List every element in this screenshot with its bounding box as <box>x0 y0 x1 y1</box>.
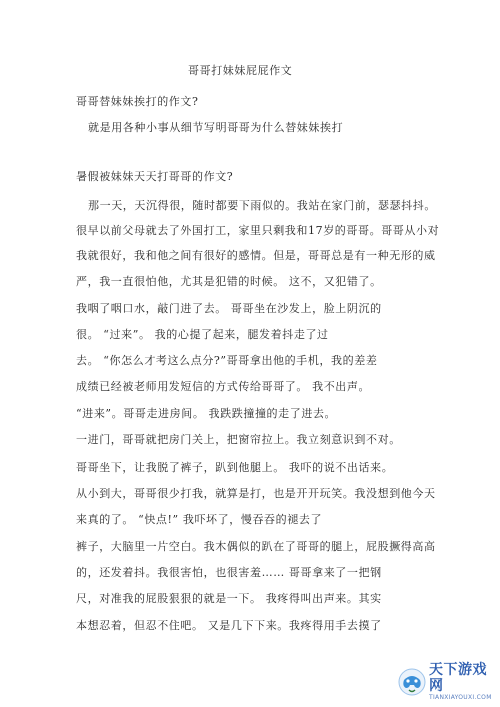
body-line: 本想忍着，但忍不住吧。 又是几下下来。我疼得用手去摸了 <box>76 619 382 632</box>
body-line: 哥哥坐下，让我脱了裤子，趴到他腿上。 我吓的说不出话来。 <box>76 461 394 474</box>
body-line: 我咽了咽口水，敲门进了去。 哥哥坐在沙发上，脸上阴沉的 <box>76 302 382 315</box>
body-line: 我就很好，我和他之间有很好的感情。但是，哥哥总是有一种无形的威 <box>76 249 436 262</box>
body-line: “进来”。哥哥走进房间。 我跌跌撞撞的走了进去。 <box>76 407 337 420</box>
body-line: 成绩已经被老师用发短信的方式传给哥哥了。 我不出声。 <box>76 380 371 393</box>
page-title: 哥哥打妹妹屁屁作文 <box>188 64 293 77</box>
watermark-name: 天下游戏网 <box>429 662 487 694</box>
body-line: 严，我一直很怕他，尤其是犯错的时候。 这不，又犯错了。 <box>76 275 382 288</box>
watermark-domain: TIANXIAYOUXI.COM <box>429 694 492 701</box>
body-line: 裤子，大脑里一片空白。我木偶似的趴在了哥哥的腿上，屁股撅得高高 <box>76 540 436 553</box>
body-line: 从小到大，哥哥很少打我，就算是打，也是开开玩笑。我没想到他今天 <box>76 487 436 500</box>
gamepad-logo-icon <box>398 668 426 696</box>
body-line: 那一天，天沉得很，随时都要下雨似的。我站在家门前，瑟瑟抖抖。 <box>88 199 436 212</box>
site-watermark <box>398 662 496 702</box>
body-line: 很早以前父母就去了外国打工，家里只剩我和17岁的哥哥。哥哥从小对 <box>76 224 440 237</box>
body-line: 去。 “你怎么才考这么点分?”哥哥拿出他的手机，我的差差 <box>76 354 378 367</box>
body-line: 就是用各种小事从细节写明哥哥为什么替妹妹挨打 <box>88 121 344 134</box>
watermark-text <box>429 662 496 702</box>
section-heading: 哥哥替妹妹挨打的作文? <box>76 95 199 108</box>
body-line: 一进门，哥哥就把房门关上，把窗帘拉上。我立刻意识到不对。 <box>76 433 401 446</box>
body-line: 尺，对准我的屁股狠狠的就是一下。 我疼得叫出声来。其实 <box>76 592 382 605</box>
body-line: 很。 “过来”。 我的心提了起来，腿发着抖走了过 <box>76 328 329 341</box>
section-heading: 暑假被妹妹天天打哥哥的作文? <box>76 170 234 183</box>
body-line: 来真的了。 “快点!” 我吓坏了，慢吞吞的褪去了 <box>76 513 323 526</box>
body-line: 的，还发着抖。我很害怕，也很害羞…… 哥哥拿来了一把钢 <box>76 566 382 579</box>
